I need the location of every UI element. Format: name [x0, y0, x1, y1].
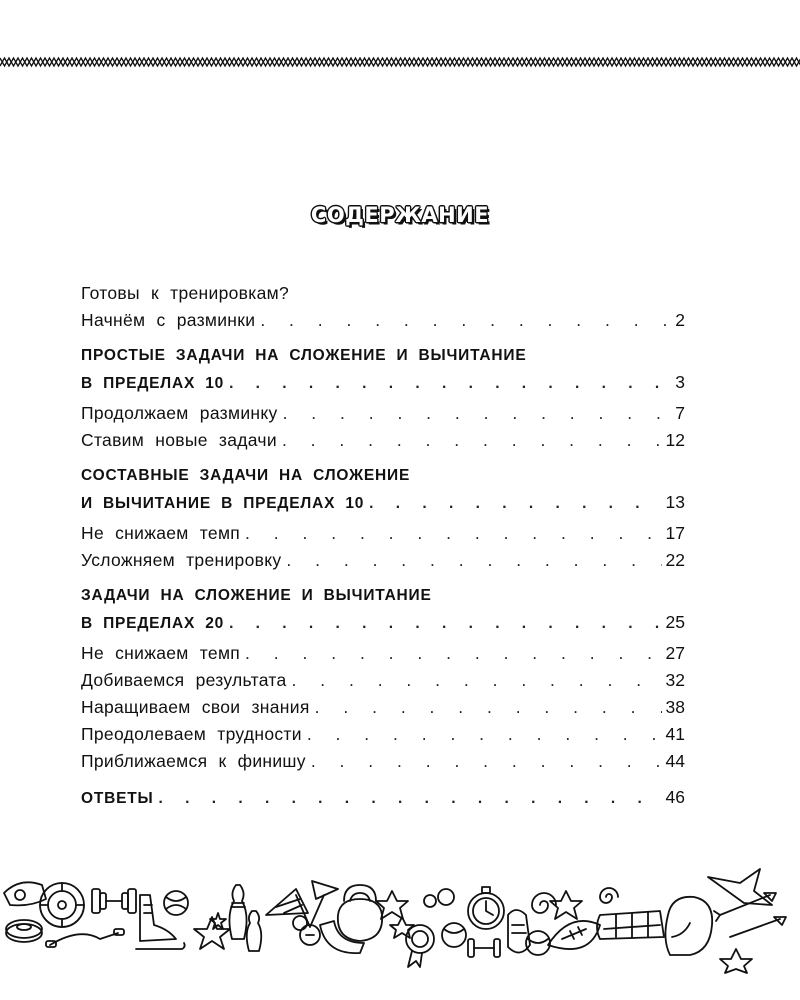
pennant-icon — [312, 881, 338, 899]
dot-leader — [306, 748, 662, 775]
toc-page-number: 46 — [665, 787, 685, 807]
toc-entry-label: В ПРЕДЕЛАХ 20 — [81, 615, 225, 632]
toc-entry[interactable] — [81, 427, 685, 454]
toc-page-number: 13 — [665, 492, 685, 512]
dot-leader — [224, 610, 661, 637]
dot-leader — [310, 694, 662, 721]
dart-icon — [714, 893, 776, 921]
toc-entry-label: Усложняем тренировку — [81, 550, 282, 570]
dot-leader — [302, 721, 662, 748]
toc-entry[interactable] — [81, 748, 685, 775]
toc-section-heading[interactable] — [81, 489, 685, 516]
ball-icon — [424, 895, 436, 907]
boxing-glove-icon — [665, 897, 712, 955]
toc-entry-label: ПРОСТЫЕ ЗАДАЧИ НА СЛОЖЕНИЕ И ВЫЧИТАНИЕ — [81, 347, 527, 364]
toc-page-number: 38 — [665, 697, 685, 717]
dot-leader — [224, 370, 671, 397]
american-football-icon — [548, 921, 600, 949]
page-title: СОДЕРЖАНИЕ — [310, 203, 490, 227]
sports-doodle-border — [0, 855, 800, 975]
tennis-ball-icon — [442, 923, 466, 947]
toc-entry-label: Готовы к тренировкам? — [81, 283, 289, 303]
toc-entry[interactable] — [81, 721, 685, 748]
toc-entry-label: СОСТАВНЫЕ ЗАДАЧИ НА СЛОЖЕНИЕ — [81, 467, 411, 484]
medal-icon — [296, 895, 324, 945]
toc-page-number: 12 — [665, 430, 685, 450]
jump-rope-icon — [46, 929, 124, 947]
discus-icon — [6, 920, 42, 942]
dot-leader — [240, 640, 661, 667]
bowling-pin-icon — [247, 911, 262, 951]
toc-entry[interactable] — [81, 667, 685, 694]
dot-leader — [277, 427, 662, 454]
star-icon — [708, 869, 772, 905]
bowling-pin-icon — [229, 885, 246, 939]
toc-entry[interactable] — [81, 400, 685, 427]
toc-entry[interactable] — [81, 520, 685, 547]
toc-entry-label: Приближаемся к финишу — [81, 751, 306, 771]
star-icon — [550, 891, 582, 919]
ball-seam — [528, 939, 548, 943]
toc-section-heading — [81, 462, 685, 489]
dot-leader — [255, 307, 671, 334]
toc-page-number: 25 — [665, 612, 685, 632]
toc-page-number: 27 — [665, 643, 685, 663]
toc-entry-label: Продолжаем разминку — [81, 403, 278, 423]
toc-entry-label: ОТВЕТЫ — [81, 790, 154, 807]
toc-page-number: 17 — [665, 523, 685, 543]
toc-entry-label: Преодолеваем трудности — [81, 724, 302, 744]
toc-entry-label: В ПРЕДЕЛАХ 10 — [81, 375, 225, 392]
star-icon — [376, 891, 408, 919]
toc-page-number: 32 — [665, 670, 685, 690]
toc-entry-label: ЗАДАЧИ НА СЛОЖЕНИЕ И ВЫЧИТАНИЕ — [81, 587, 432, 604]
toc-entry-label: И ВЫЧИТАНИЕ В ПРЕДЕЛАХ 10 — [81, 495, 365, 512]
toc-page-number: 3 — [675, 372, 685, 392]
star-icon — [720, 949, 752, 973]
dot-leader — [364, 490, 661, 517]
toc-section-heading[interactable] — [81, 609, 685, 636]
toc-section-heading[interactable] — [81, 784, 685, 811]
ice-skate-icon — [136, 895, 185, 949]
dot-leader — [287, 667, 662, 694]
toc-section-heading[interactable] — [81, 369, 685, 396]
toc-page-number: 44 — [665, 751, 685, 771]
boomerang-icon — [320, 921, 364, 953]
sneaker-icon — [512, 925, 526, 933]
star-icon — [194, 917, 230, 949]
dart-icon — [730, 917, 786, 937]
toc-page-number: 7 — [675, 403, 685, 423]
toc-entry-label: Добиваемся результата — [81, 670, 287, 690]
weight-plate-icon — [40, 883, 84, 927]
toc-entry-label: Ставим новые задачи — [81, 430, 277, 450]
toc-entry-label: Не снижаем темп — [81, 523, 241, 543]
toc-entry — [81, 280, 685, 307]
dot-leader — [278, 400, 672, 427]
dumbbell-icon — [92, 889, 136, 913]
toc-section-heading — [81, 582, 685, 609]
toc-entry[interactable] — [81, 640, 685, 667]
toc-entry[interactable] — [81, 307, 685, 334]
zigzag-border — [0, 52, 800, 72]
toc-page-number: 2 — [675, 310, 685, 330]
toc-page-number: 22 — [665, 550, 685, 570]
spiral-icon — [600, 888, 618, 903]
dot-leader — [281, 547, 661, 574]
toc-entry-label: Наращиваем свои знания — [81, 697, 310, 717]
dot-leader — [240, 520, 661, 547]
flippers-icon — [597, 911, 664, 939]
star-icon — [210, 913, 226, 929]
star-icon — [390, 917, 414, 938]
ball-icon — [438, 889, 454, 905]
table-of-contents — [81, 280, 685, 811]
ball-icon — [164, 891, 188, 915]
dumbbell-icon — [468, 939, 500, 957]
toc-section-heading — [81, 342, 685, 369]
dot-leader — [154, 785, 662, 812]
toc-entry[interactable] — [81, 547, 685, 574]
toc-entry-label: Не снижаем темп — [81, 643, 241, 663]
stopwatch-icon — [468, 887, 504, 929]
toc-page-number: 41 — [665, 724, 685, 744]
toc-entry[interactable] — [81, 694, 685, 721]
rosette-icon — [406, 925, 434, 967]
toc-entry-label: Начнём с разминки — [81, 310, 256, 330]
kettlebell-icon — [338, 885, 382, 941]
